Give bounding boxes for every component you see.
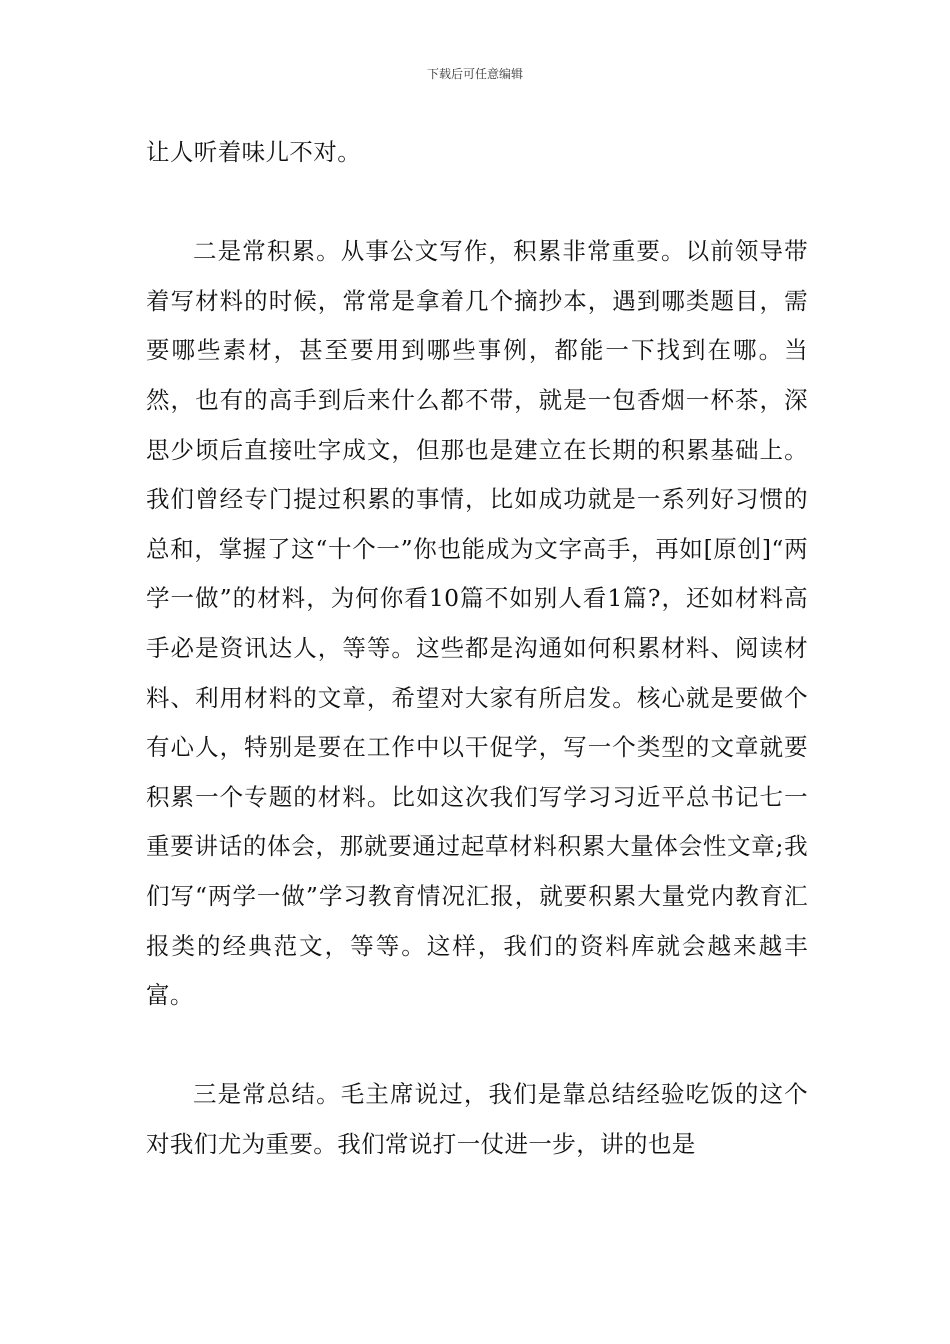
page-header: 下载后可任意编辑 [426,67,523,81]
paragraph-accumulate: 二是常积累。从事公文写作，积累非常重要。以前领导带着写材料的时候，常常是拿着几个摘抄本，遇到哪类题目，需要哪些素材，甚至要用到哪些事例，都能一下找到在哪。当然，也有的高手到后来什么都不带，就是一包香烟一杯茶，深思少顷后直接吐字成文，但那也是建立在长期的积累基础上。我们曾经专门提过积累的事情，比如成功就是一系列好习惯的总和，掌握了这“十个一”你也能成为文字高手，再如[原创]“两学一做”的材料，为何你看10篇不如别人看1篇?，还如材料高手必是资讯达人，等等。这些都是沟通如何积累材料、阅读材料、利用材料的文章，希望对大家有所启发。核心就是要做个有心人，特别是要在工作中以干促学，写一个类型的文章就要积累一个专题的材料。比如这次我们写学习习近平总书记七一重要讲话的体会，那就要通过起草材料积累大量体会性文章;我们写“两学一做”学习教育情况汇报，就要积累大量党内教育汇报类的经典范文，等等。这样，我们的资料库就会越来越丰富。 [146,237,808,1010]
paragraph-continuation: 让人听着味儿不对。 [146,138,362,166]
paragraph-summarize: 三是常总结。毛主席说过，我们是靠总结经验吃饭的这个对我们尤为重要。我们常说打一仗进一步，讲的也是 [146,1080,808,1158]
document-body [146,128,808,1169]
paragraph-gap [146,1021,808,1071]
paragraph-gap [146,178,808,228]
